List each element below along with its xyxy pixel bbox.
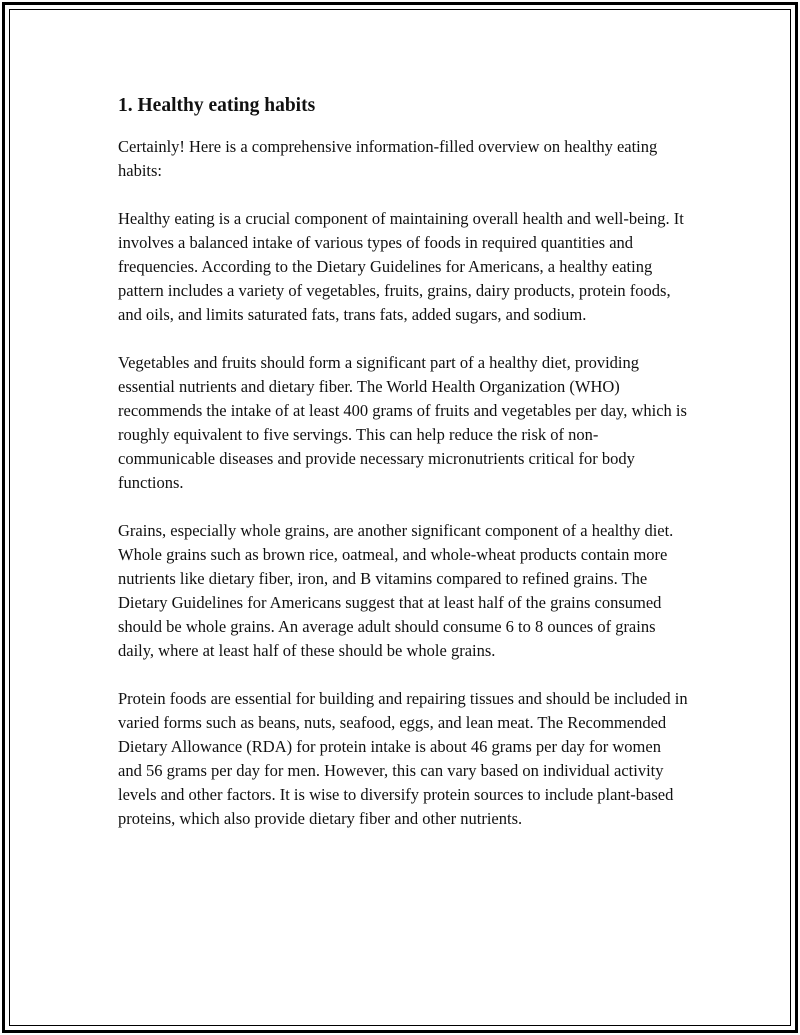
intro-paragraph: Certainly! Here is a comprehensive information-filled overview on healthy eating habits: bbox=[118, 137, 658, 180]
section-heading: 1. Healthy eating habits bbox=[118, 95, 316, 116]
paragraph-vegetables-fruits: Vegetables and fruits should form a significant part of a healthy diet, providing essential nutrients and dietary fiber. The World Health Organization (WHO) recommends the intake of at least 400 grams of fruits and vegetables per day, which is roughly equivalent to five servings. This can help reduce the risk of non-communicable diseases and provide necessary micronutrients critical for body functions. bbox=[118, 353, 687, 492]
paragraph-grains: Grains, especially whole grains, are another significant component of a healthy diet. Whole grains such as brown rice, oatmeal, and whole-wheat products contain more nutrients like dietary fiber, iron, and B vitamins compared to refined grains. The Dietary Guidelines for Americans suggest that at least half of the grains consumed should be whole grains. An average adult should consume 6 to 8 ounces of grains daily, where at least half of these should be whole grains. bbox=[118, 521, 674, 660]
paragraph-protein: Protein foods are essential for building and repairing tissues and should be included in varied forms such as beans, nuts, seafood, eggs, and lean meat. The Recommended Dietary Allowance (RDA) for protein intake is about 46 grams per day for women and 56 grams per day for men. However, this can vary based on individual activity levels and other factors. It is wise to diversify protein sources to include plant-based proteins, which also provide dietary fiber and other nutrients. bbox=[118, 689, 688, 828]
paragraph-healthy-eating: Healthy eating is a crucial component of maintaining overall health and well-being. It involves a balanced intake of various types of foods in required quantities and frequencies. According to the Dietary Guidelines for Americans, a healthy eating pattern includes a variety of vegetables, fruits, grains, dairy products, protein foods, and oils, and limits saturated fats, trans fats, added sugars, and sodium. bbox=[118, 209, 684, 324]
document-body bbox=[118, 94, 688, 855]
